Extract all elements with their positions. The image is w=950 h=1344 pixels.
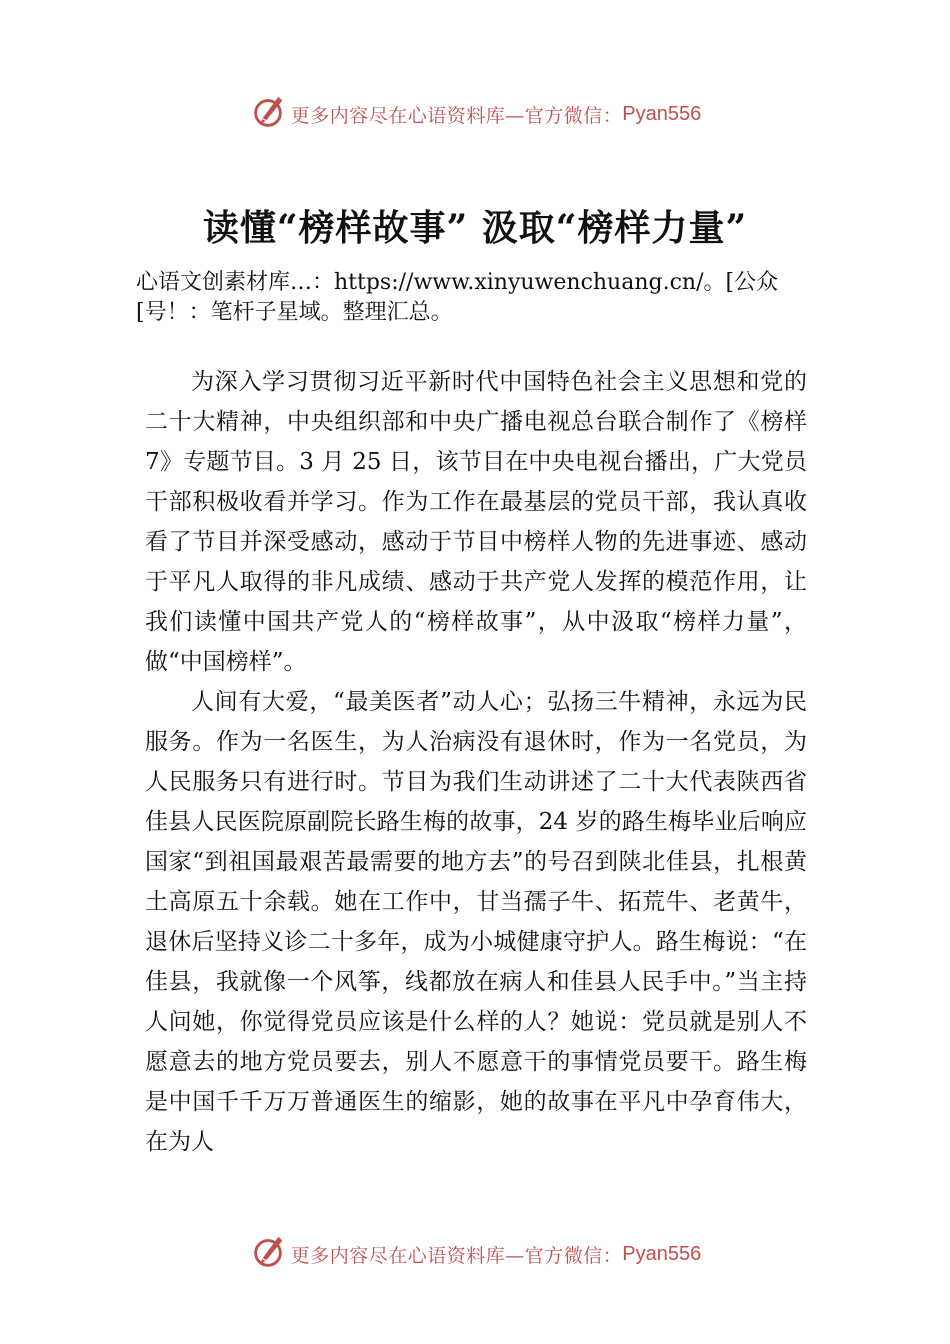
quill-pen-icon (249, 93, 291, 135)
paragraph-2: 人间有大爱，“最美医者”动人心；弘扬三牛精神，永远为民服务。作为一名医生，为人治病没有退休时，作为一名党员，为人民服务只有进行时。节目为我们生动讲述了二十大代表陕西省佳县人民医院原副院长路生梅的故事，24 岁的路生梅毕业后响应国家“到祖国最艰苦最需要的地方去”的号召到陕北佳县，扎根黄土高原五十余载。她在工作中，甘当孺子牛、拓荒牛、老黄牛，退休后坚持义诊二十多年，成为小城健康守护人。路生梅说：“在佳县，我就像一个风筝，线都放在病人和佳县人民手中。”当主持人问她，你觉得党员应该是什么样的人？她说：党员就是别人不愿意去的地方党员要去，别人不愿意干的事情党员要干。路生梅是中国千千万万普通医生的缩影，她的故事在平凡中孕育伟大，在为人 (145, 689, 807, 1155)
document-title: 读懂“榜样故事” 汲取“榜样力量” (202, 207, 748, 249)
wechat-id: Pyan556 (622, 102, 702, 125)
footer-banner (0, 1234, 950, 1274)
quill-pen-icon (249, 1233, 291, 1275)
wechat-id: Pyan556 (622, 1242, 702, 1265)
banner-text: 更多内容尽在心语资料库—官方微信： (290, 104, 623, 127)
banner-text: 更多内容尽在心语资料库—官方微信： (290, 1244, 623, 1267)
document-body (145, 362, 807, 1162)
header-banner (0, 94, 950, 134)
paragraph-1: 为深入学习贯彻习近平新时代中国特色社会主义思想和党的二十大精神，中央组织部和中央广播电视总台联合制作了《榜样 7》专题节目。3 月 25 日，该节目在中央电视台播出，广大党员干部积极收看并学习。作为工作在最基层的党员干部，我认真收看了节目并深受感动，感动于节目中榜样人物的先进事迹、感动于平凡人取得的非凡成绩、感动于共产党人发挥的模范作用，让我们读懂中国共产党人的“榜样故事”，从中汲取“榜样力量”，做“中国榜样”。 (145, 369, 807, 675)
source-line: 心语文创素材库…：https://www.xinyuwenchuang.cn/。[公众[号！：笔杆子星域。整理汇总。 (136, 270, 779, 325)
